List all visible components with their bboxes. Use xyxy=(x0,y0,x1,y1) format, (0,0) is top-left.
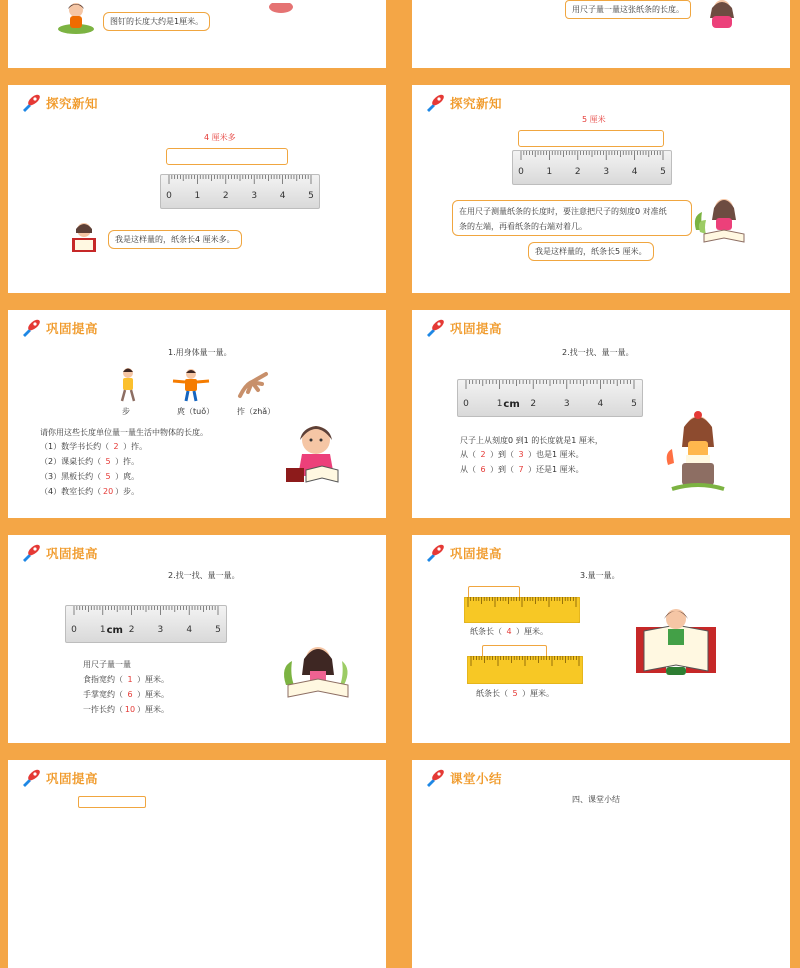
ruler-cm xyxy=(457,379,643,417)
answer-value: 5 xyxy=(512,689,518,698)
slide-title: 巩固提高 xyxy=(20,543,98,563)
answer-value: 5 xyxy=(105,472,111,481)
rocket-icon xyxy=(424,768,446,788)
row-text: 食指宽约（ xyxy=(83,675,123,684)
answer-row xyxy=(40,471,139,482)
ruler-number: 5 xyxy=(660,167,666,177)
answer-value: 4 xyxy=(506,627,512,636)
girl-reading-character xyxy=(690,190,750,252)
answer-value: 7 xyxy=(518,465,524,474)
girl-on-stump-character xyxy=(662,405,732,499)
ruler-number: 2 xyxy=(128,625,135,635)
row-text: ）厘米。 xyxy=(516,627,548,636)
ruler-number: 5 xyxy=(308,191,314,201)
row-text: 从（ xyxy=(460,465,476,474)
exercise-heading: 2.找一找、量一量。 xyxy=(562,348,634,357)
ruler-number: 1 xyxy=(496,399,503,409)
ruler xyxy=(512,150,672,185)
ruler-number: 0 xyxy=(518,167,524,177)
row-text: ）还是1 厘米。 xyxy=(528,465,584,474)
row-text: ）厘米。 xyxy=(522,689,554,698)
answer-value: 2 xyxy=(113,442,119,451)
slide-title: 巩固提高 xyxy=(20,318,98,338)
strip-length-label: 5 厘米 xyxy=(582,115,606,124)
exercise-heading: 1.用身体量一量。 xyxy=(168,348,232,357)
slide-3 xyxy=(8,85,386,293)
ruler-number: 0 xyxy=(463,399,469,409)
ruler-number: 1 xyxy=(194,191,201,201)
ruler-number: 2 xyxy=(574,167,581,177)
slide-4 xyxy=(412,85,790,293)
answer-row xyxy=(476,688,554,699)
ruler-number: 3 xyxy=(603,167,610,177)
ruler-number: 4 xyxy=(186,625,193,635)
reading-kid-character xyxy=(66,221,102,259)
rocket-icon xyxy=(20,543,42,563)
slide-2 xyxy=(412,0,790,68)
slide-title: 巩固提高 xyxy=(424,318,502,338)
row-text: ）到（ xyxy=(490,465,514,474)
girl-reading-character xyxy=(278,635,358,709)
arm-span-figure-icon xyxy=(171,367,211,407)
row-text: 一拃长约（ xyxy=(83,705,123,714)
paper-strip xyxy=(166,148,288,165)
answer-row xyxy=(83,674,169,685)
paper-strip xyxy=(78,796,146,808)
girl-with-book-character xyxy=(278,420,350,496)
row-text: （2）课桌长约（ xyxy=(40,457,102,466)
note-line-1: 在用尺子测量纸条的长度时，要注意把尺子的刻度0 对准纸 xyxy=(459,207,667,216)
rocket-icon xyxy=(424,93,446,113)
ruler-number: 4 xyxy=(279,191,286,201)
row-text: 纸条长（ xyxy=(476,689,508,698)
ruler-number: 1 xyxy=(546,167,553,177)
ruler-number: 2 xyxy=(530,399,537,409)
exercise-prompt: 请你用这些长度单位量一量生活中物体的长度。 xyxy=(40,428,208,437)
slide-8 xyxy=(412,535,790,743)
character-top-right xyxy=(266,0,296,19)
slide-9 xyxy=(8,760,386,968)
exercise-heading: 2.找一找、量一量。 xyxy=(168,571,240,580)
answer-row xyxy=(460,449,584,460)
hand-span-icon xyxy=(236,370,272,404)
row-text: ）庹。 xyxy=(115,472,140,481)
row-text: ）拃。 xyxy=(123,442,148,451)
note-line-2: 条的左端，再看纸条的右端对着几。 xyxy=(459,222,587,231)
slide-7 xyxy=(8,535,386,743)
answer-value: 6 xyxy=(127,690,133,699)
answer-row xyxy=(40,456,139,467)
answer-value: 6 xyxy=(480,465,486,474)
girl-character xyxy=(702,0,742,34)
ruler xyxy=(160,174,320,209)
answer-value: 2 xyxy=(480,450,486,459)
child-character xyxy=(56,0,96,38)
row-text: ）拃。 xyxy=(115,457,140,466)
answer-value: 20 xyxy=(103,487,114,496)
ruler-number: 4 xyxy=(631,167,638,177)
body-unit-label-tuo: 庹（tuǒ） xyxy=(177,407,215,416)
row-text: 从（ xyxy=(460,450,476,459)
paper-strip xyxy=(518,130,664,147)
row-text: 手掌宽约（ xyxy=(83,690,123,699)
section-heading: 四、课堂小结 xyxy=(572,795,620,804)
slide-title: 巩固提高 xyxy=(424,543,502,563)
answer-value: 5 xyxy=(105,457,111,466)
row-text: ）厘米。 xyxy=(137,675,169,684)
ruler-cm xyxy=(65,605,227,643)
rocket-icon xyxy=(20,768,42,788)
rocket-icon xyxy=(20,318,42,338)
answer-row xyxy=(460,464,584,475)
answer-row xyxy=(470,626,548,637)
answer-row xyxy=(40,441,147,452)
speech-bubble: 图钉的长度大约是1厘米。 xyxy=(103,12,210,31)
slide-title: 巩固提高 xyxy=(20,768,98,788)
answer-row xyxy=(83,689,169,700)
row-text: ）步。 xyxy=(115,487,140,496)
speech-bubble: 我是这样量的，纸条长4 厘米多。 xyxy=(108,230,242,249)
strip-length-label: 4 厘米多 xyxy=(204,133,236,142)
row-text: 纸条长（ xyxy=(470,627,502,636)
yellow-ruler-1 xyxy=(464,597,580,623)
slide-1 xyxy=(8,0,386,68)
slide-title: 探究新知 xyxy=(20,93,98,113)
ruler-number: 2 xyxy=(222,191,229,201)
ruler-unit-label: cm xyxy=(503,399,520,410)
rocket-icon xyxy=(20,93,42,113)
ruler-number: 3 xyxy=(563,399,570,409)
ruler-unit-label: cm xyxy=(106,625,123,636)
note-bubble xyxy=(452,200,692,236)
answer-row xyxy=(40,486,139,497)
slide-6 xyxy=(412,310,790,518)
yellow-ruler-2 xyxy=(467,656,583,684)
row-text: （4）教室长约（ xyxy=(40,487,102,496)
rocket-icon xyxy=(424,543,446,563)
row-text: ）厘米。 xyxy=(137,690,169,699)
slide-title: 探究新知 xyxy=(424,93,502,113)
speech-bubble: 我是这样量的，纸条长5 厘米。 xyxy=(528,242,654,261)
body-unit-label-zha: 拃（zhǎ） xyxy=(237,407,276,416)
slide-5 xyxy=(8,310,386,518)
measure-subheading: 用尺子量一量 xyxy=(83,660,131,669)
speech-bubble: 用尺子量一量这张纸条的长度。 xyxy=(565,0,691,19)
answer-value: 10 xyxy=(124,705,136,714)
answer-row xyxy=(83,704,169,715)
ruler-number: 0 xyxy=(166,191,172,201)
ruler-number: 0 xyxy=(71,625,77,635)
step-figure-icon xyxy=(117,367,139,407)
body-unit-label-step: 步 xyxy=(122,407,130,416)
row-text: ）厘米。 xyxy=(137,705,169,714)
slide-10 xyxy=(412,760,790,968)
row-text: ）也是1 厘米。 xyxy=(528,450,584,459)
exercise-heading: 3.量一量。 xyxy=(580,571,620,580)
kid-reading-book-character xyxy=(634,607,718,681)
rocket-icon xyxy=(424,318,446,338)
slide-title: 课堂小结 xyxy=(424,768,502,788)
ruler-number: 3 xyxy=(157,625,164,635)
ruler-number: 3 xyxy=(251,191,258,201)
answer-value: 3 xyxy=(518,450,524,459)
explanation-line: 尺子上从刻度0 到1 的长度就是1 厘米， xyxy=(460,436,603,445)
answer-value: 1 xyxy=(127,675,133,684)
ruler-number: 5 xyxy=(215,625,221,635)
ruler-number: 1 xyxy=(99,625,106,635)
row-text: （1）数学书长约（ xyxy=(40,442,110,451)
ruler-number: 4 xyxy=(597,399,604,409)
row-text: ）到（ xyxy=(490,450,514,459)
ruler-number: 5 xyxy=(631,399,637,409)
row-text: （3）黑板长约（ xyxy=(40,472,102,481)
